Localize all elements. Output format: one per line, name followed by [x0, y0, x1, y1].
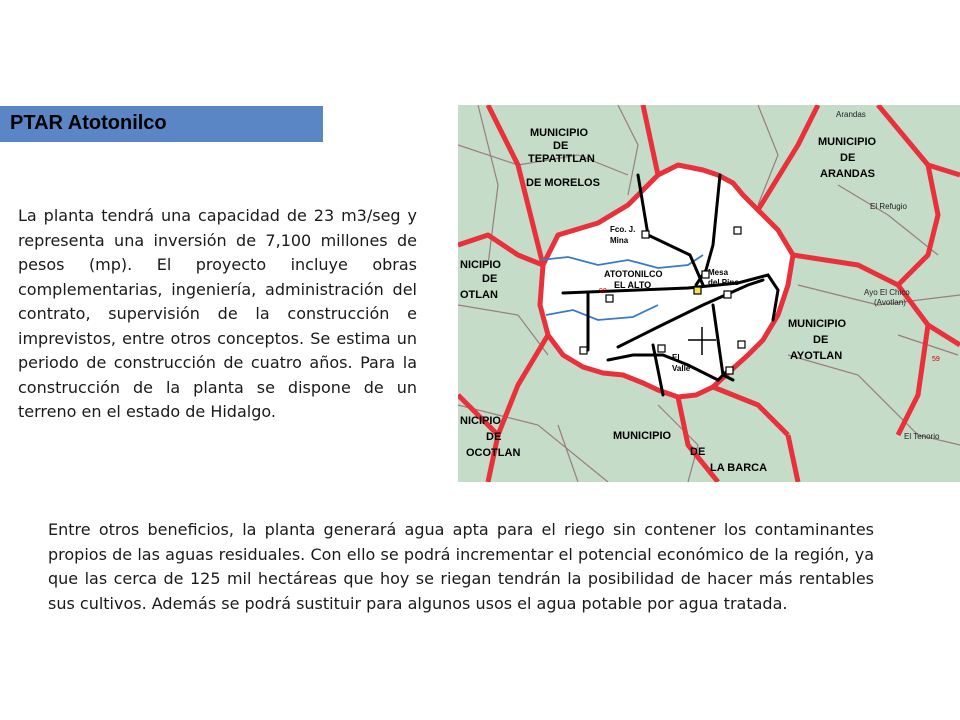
label-labarca: MUNICIPIO — [613, 430, 672, 442]
label-tepa: MUNICIPIO — [530, 127, 589, 139]
label-ocotlan-w: OTLAN — [460, 289, 498, 301]
location-map — [458, 105, 960, 482]
label-tepa: TEPATITLAN — [528, 153, 595, 165]
label-ocotlan-s: OCOTLAN — [466, 447, 521, 459]
paragraph-benefits: Entre otros beneficios, la planta generará agua apta para el riego sin contener los contaminantes propios de las aguas residuales. Con ello se podrá incrementar el potencial económico de la región, ya que las cerca de 125 mil hectáreas que hoy se riegan tendrán la posibilidad de hacer más rentables sus cultivos. Además se podrá sustituir para algunos usos el agua potable por agua tratada. — [48, 520, 874, 613]
label-ayo-chico: (Avotlan) — [874, 298, 906, 307]
label-el-refugio: El Refugio — [870, 202, 907, 211]
label-mesa: del Pino — [708, 278, 740, 287]
label-arandas: DE — [840, 152, 856, 164]
label-ayotlan: AYOTLAN — [790, 350, 843, 362]
label-valle: El — [672, 353, 680, 362]
slide-title: PTAR Atotonilco — [10, 112, 167, 134]
label-ocotlan-w: DE — [482, 273, 498, 285]
label-mina: Mina — [610, 236, 629, 245]
label-el-tenorio: El Tenorio — [904, 432, 940, 441]
label-road-90: 90 — [599, 288, 607, 295]
label-ayotlan: DE — [813, 334, 829, 346]
label-tepa: DE — [553, 140, 569, 152]
label-arandas: ARANDAS — [820, 168, 875, 180]
label-valle: Valle — [672, 364, 691, 373]
title-bar — [0, 106, 323, 142]
label-arandas-town: Arandas — [836, 110, 866, 119]
label-atotonilco: ATOTONILCO — [604, 269, 663, 279]
label-mesa: Mesa — [708, 268, 729, 277]
label-ocotlan-s: DE — [486, 431, 502, 443]
label-mina: Fco. J. — [610, 225, 636, 234]
label-tepa: DE MORELOS — [526, 177, 600, 189]
label-ocotlan-s: NICIPIO — [460, 415, 501, 427]
map-svg — [458, 105, 960, 482]
label-road-59: 59 — [932, 356, 940, 363]
label-labarca: DE — [690, 446, 706, 458]
label-atotonilco: EL ALTO — [614, 280, 652, 290]
paragraph-capacity: La planta tendrá una capacidad de 23 m3/seg y representa una inversión de 7,100 millones de pesos (mp). El proyecto incluye obras complementarias, ingeniería, administración del contrato, supervisión de la construcción e imprevistos, entre otros conceptos. Se estima un periodo de construcción de cuatro años. Para la construcción de la planta se dispone de un terreno en el estado de Hidalgo. — [18, 206, 417, 421]
label-labarca: LA BARCA — [710, 462, 768, 474]
label-ayotlan: MUNICIPIO — [788, 318, 847, 330]
label-arandas: MUNICIPIO — [818, 136, 877, 148]
label-ayo-chico: Ayo El Chico — [864, 288, 910, 297]
label-ocotlan-w: NICIPIO — [460, 259, 501, 271]
